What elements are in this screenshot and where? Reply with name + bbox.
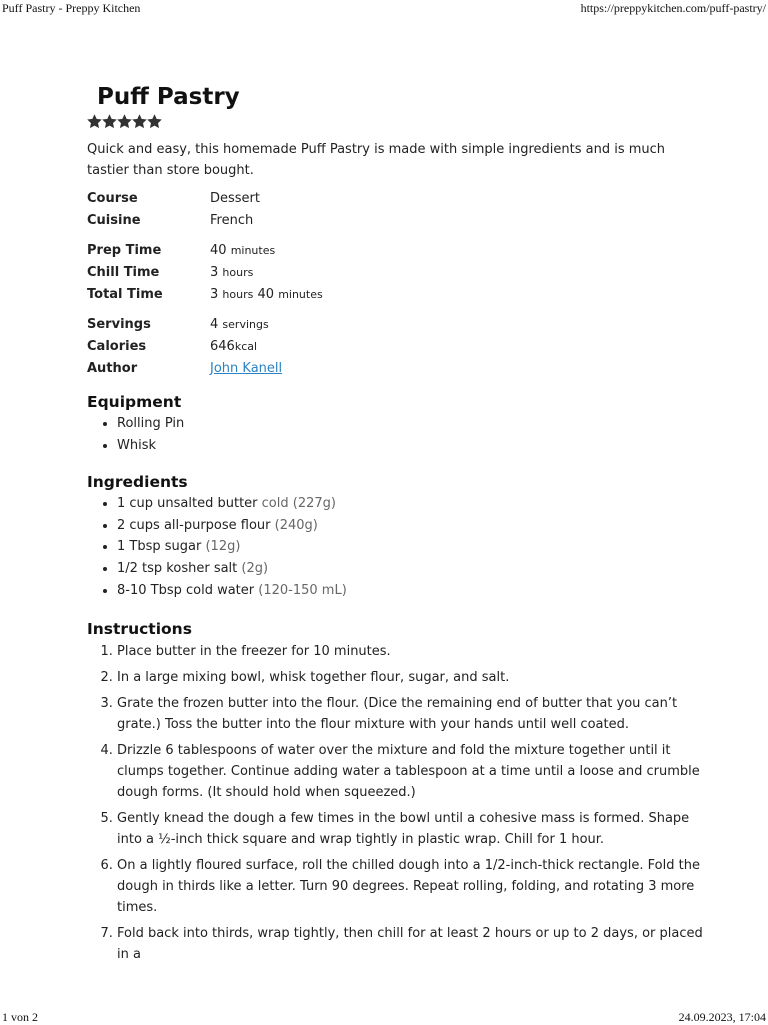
meta-servings bbox=[87, 313, 687, 335]
ingredient-item bbox=[117, 580, 687, 602]
star-icon bbox=[102, 114, 117, 129]
instruction-step: 6. On a lightly floured surface, roll the chilled dough into a 1/2-inch-thick rectangle. Fold the dough in thirds like a letter. Turn 90 degrees. Repeat rolling, folding, and rotating 3 more times. bbox=[117, 855, 707, 918]
ingredient-text: 2 cups all-purpose flour bbox=[117, 517, 271, 533]
instruction-step: 7. Fold back into thirds, wrap tightly, then chill for at least 2 hours or up to 2 days, or placed in a bbox=[117, 923, 707, 965]
meta-prep-time bbox=[87, 239, 687, 261]
ingredient-item bbox=[117, 536, 687, 558]
star-icon bbox=[147, 114, 162, 129]
meta-value: Dessert bbox=[210, 190, 260, 206]
ingredient-text: 1 Tbsp sugar bbox=[117, 539, 202, 555]
meta-value bbox=[210, 265, 253, 280]
equipment-item: • Rolling Pin bbox=[117, 413, 687, 435]
star-icon bbox=[132, 114, 147, 129]
meta-author bbox=[87, 357, 687, 379]
ingredient-item bbox=[117, 515, 687, 537]
prep-time-number: 40 bbox=[210, 242, 227, 258]
print-page-number: 1 von 2 bbox=[2, 1010, 38, 1024]
chill-time-number: 3 bbox=[210, 264, 219, 280]
ingredient-note: (120-150 mL) bbox=[258, 582, 347, 598]
total-time-hours-unit: hours bbox=[222, 287, 254, 301]
rating-stars bbox=[87, 114, 687, 134]
meta-value bbox=[210, 287, 323, 302]
recipe-summary: Quick and easy, this homemade Puff Pastry is made with simple ingredients and is much tastier than store bought. bbox=[87, 142, 666, 178]
ingredient-text: 1 cup unsalted butter bbox=[117, 496, 258, 512]
meta-label: Total Time bbox=[87, 286, 163, 302]
servings-number: 4 bbox=[210, 316, 219, 332]
ingredient-note: (12g) bbox=[205, 539, 241, 555]
print-page-url: https://preppykitchen.com/puff-pastry/ bbox=[580, 1, 766, 15]
meta-group-times bbox=[87, 239, 687, 305]
calories-number: 646 bbox=[210, 338, 235, 354]
meta-label: Author bbox=[87, 360, 138, 376]
author-link[interactable]: John Kanell bbox=[210, 360, 283, 376]
servings-unit: servings bbox=[222, 317, 269, 331]
meta-cuisine bbox=[87, 209, 687, 231]
instructions-heading: Instructions bbox=[87, 620, 192, 639]
total-time-hours: 3 bbox=[210, 286, 219, 302]
print-datetime: 24.09.2023, 17:04 bbox=[678, 1010, 766, 1024]
instruction-step: 1. Place butter in the freezer for 10 minutes. bbox=[117, 641, 707, 662]
instruction-step: 5. Gently knead the dough a few times in the bowl until a cohesive mass is formed. Shape into a ½-inch thick square and wrap tightly in plastic wrap. Chill for 1 hour. bbox=[117, 808, 707, 850]
meta-chill-time bbox=[87, 261, 687, 283]
meta-group-info bbox=[87, 313, 687, 379]
total-time-minutes-unit: minutes bbox=[278, 287, 323, 301]
ingredients-heading: Ingredients bbox=[87, 473, 188, 492]
recipe-title: Puff Pastry bbox=[97, 84, 240, 110]
meta-calories bbox=[87, 335, 687, 357]
ingredient-item bbox=[117, 558, 687, 580]
total-time-minutes: 40 bbox=[257, 286, 275, 302]
instruction-step: 2. In a large mixing bowl, whisk together flour, sugar, and salt. bbox=[117, 667, 707, 688]
ingredient-note: (240g) bbox=[274, 517, 318, 533]
instruction-step: 4. Drizzle 6 tablespoons of water over the mixture and fold the mixture together until it clumps together. Continue adding water a tablespoon at a time until a loose and crumble dough forms. (It should hold when squeezed.) bbox=[117, 740, 707, 803]
ingredient-item bbox=[117, 493, 687, 515]
meta-value: French bbox=[210, 212, 254, 228]
meta-course bbox=[87, 187, 687, 209]
recipe-meta bbox=[87, 187, 687, 379]
chill-time-unit: hours bbox=[222, 265, 254, 279]
star-icon bbox=[87, 114, 102, 129]
instructions-list bbox=[87, 641, 707, 965]
print-footer bbox=[0, 1010, 768, 1025]
meta-group-tags bbox=[87, 187, 687, 231]
meta-total-time bbox=[87, 283, 687, 305]
calories-unit: kcal bbox=[234, 339, 258, 353]
meta-label: Calories bbox=[87, 338, 147, 354]
ingredient-text: 8-10 Tbsp cold water bbox=[117, 582, 255, 598]
ingredient-note: cold (227g) bbox=[261, 496, 336, 512]
meta-label: Servings bbox=[87, 316, 151, 332]
ingredient-text: 1/2 tsp kosher salt bbox=[117, 560, 238, 576]
equipment-heading: Equipment bbox=[87, 393, 182, 411]
instructions-section bbox=[87, 620, 703, 965]
ingredient-note: (2g) bbox=[241, 560, 269, 576]
equipment-section bbox=[87, 393, 687, 456]
meta-label: Chill Time bbox=[87, 264, 160, 280]
star-icon bbox=[117, 114, 132, 129]
print-page-title: Puff Pastry - Preppy Kitchen bbox=[2, 1, 141, 15]
ingredients-list bbox=[87, 493, 687, 601]
meta-label: Course bbox=[87, 190, 138, 206]
meta-value bbox=[210, 243, 275, 258]
prep-time-unit: minutes bbox=[230, 243, 276, 257]
meta-label: Cuisine bbox=[87, 212, 141, 228]
recipe-card bbox=[87, 84, 703, 970]
meta-label: Prep Time bbox=[87, 242, 162, 258]
meta-value bbox=[210, 317, 269, 332]
meta-value bbox=[210, 339, 257, 354]
instruction-step: 3. Grate the frozen butter into the flour. (Dice the remaining end of butter that you can’t grate.) Toss the butter into the flour mixture with your hands until well coated. bbox=[117, 693, 707, 735]
equipment-item: • Whisk bbox=[117, 435, 687, 457]
ingredients-section bbox=[87, 473, 687, 601]
print-header bbox=[0, 1, 768, 16]
equipment-list bbox=[87, 413, 687, 456]
